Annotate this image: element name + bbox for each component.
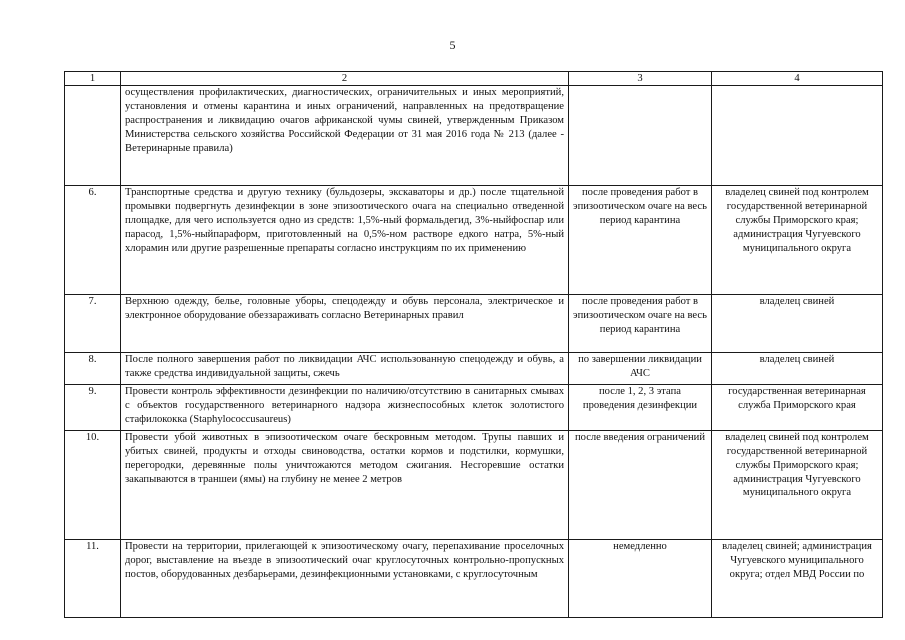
measure-description: Провести на территории, прилегающей к эпизоотическому очагу, перепахивание проселочных дорог, выставление на въезде в эпизоотический очаг круглосуточных контрольно-пропускных постов, оборудованных дезбарьерами, дезинфекционными установками, с круглосуточным [121,539,569,617]
measure-responsible: владелец свиней под контролем государственной ветеринарной службы Приморского края; администрация Чугуевского муниципального округа [712,430,883,539]
measure-term: после введения ограничений [569,430,712,539]
measure-description: Провести убой животных в эпизоотическом очаге бескровным методом. Трупы павших и убитых свиней, продукты и отходы свиноводства, остатки кормов и подстилки, кормушки, перегородки, деревянные полы уничтожаются методом сжигания. Несгоревшие остатки закапываются в траншеи (ямы) на глубину не менее 2 метров [121,430,569,539]
table-row [65,384,883,430]
measure-term: немедленно [569,539,712,617]
table-row [65,430,883,539]
measure-term: после 1, 2, 3 этапа проведения дезинфекции [569,384,712,430]
table-row [65,295,883,353]
measure-responsible: владелец свиней; администрация Чугуевского муниципального округа; отдел МВД России по [712,539,883,617]
table-row [65,353,883,385]
measure-description: После полного завершения работ по ликвидации АЧС использованную спецодежду и обувь, а также средства индивидуальной защиты, сжечь [121,353,569,385]
page-number: 5 [449,38,456,52]
column-header: 1 [65,72,121,86]
measure-description: Провести контроль эффективности дезинфекции по наличию/отсутствию в санитарных смывах с объектов государственного ветеринарного надзора жизнеспособных клеток золотистого стафилококка (Staphylococcusaureus) [121,384,569,430]
row-number: 9. [65,384,121,430]
row-number [65,86,121,186]
table-row [65,186,883,295]
column-header: 2 [121,72,569,86]
measure-responsible: государственная ветеринарная служба Приморского края [712,384,883,430]
row-number: 8. [65,353,121,385]
table-row [65,539,883,617]
measure-responsible: владелец свиней [712,295,883,353]
measure-term: после проведения работ в эпизоотическом очаге на весь период карантина [569,186,712,295]
measure-responsible: владелец свиней [712,353,883,385]
measure-term: после проведения работ в эпизоотическом очаге на весь период карантина [569,295,712,353]
measure-responsible: владелец свиней под контролем государственной ветеринарной службы Приморского края; администрация Чугуевского муниципального округа [712,186,883,295]
row-number: 10. [65,430,121,539]
measure-description: Транспортные средства и другую технику (бульдозеры, экскаваторы и др.) после тщательной промывки подвергнуть дезинфекции в зоне эпизоотического очага на специально отведенной площадке, для чего используется одно из средств: 1,5%-ный формальдегид, 3%-ныйфоспар или парасод, 1,5%-ныйпараформ, приготовленный на 0,5%-ном растворе едкого натра, 5%-ный хлорамин или другие разрешенные препараты согласно инструкциям по их применению [121,186,569,295]
column-header: 4 [712,72,883,86]
measure-term: по завершении ликвидации АЧС [569,353,712,385]
table-row [65,86,883,186]
table-header-row [65,72,883,86]
measure-term [569,86,712,186]
measure-description: Верхнюю одежду, белье, головные уборы, спецодежду и обувь персонала, электрическое и электронное оборудование обеззараживать согласно Ветеринарных правил [121,295,569,353]
measure-description: осуществления профилактических, диагностических, ограничительных и иных мероприятий, установления и отмены карантина и иных ограничений, направленных на предотвращение распространения и ликвидацию очагов африканской чумы свиней, утвержденным Приказом Министерства сельского хозяйства Российской Федерации от 31 мая 2016 года № 213 (далее - Ветеринарные правила) [121,86,569,186]
row-number: 11. [65,539,121,617]
measure-responsible [712,86,883,186]
measures-table [64,71,883,618]
column-header: 3 [569,72,712,86]
row-number: 6. [65,186,121,295]
row-number: 7. [65,295,121,353]
